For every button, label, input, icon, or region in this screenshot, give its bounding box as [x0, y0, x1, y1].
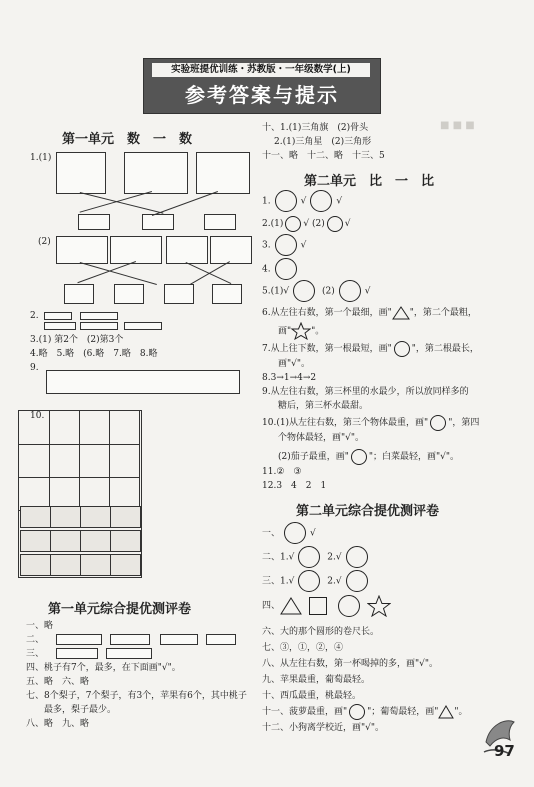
u2-q5-label: 5.(1)	[262, 286, 284, 297]
answer-circle	[339, 280, 361, 302]
bead-box	[56, 634, 102, 645]
u2-q3-label: 3.	[262, 240, 271, 251]
fruit-cell	[110, 530, 141, 552]
review2-item-7: 七、③，①，②，④	[262, 643, 344, 653]
answer-circle	[285, 216, 301, 232]
review2-item-1	[262, 522, 316, 545]
bead-box	[56, 648, 98, 659]
picture-box-3	[196, 152, 250, 194]
review1-item-7b: 最多，梨子最少。	[44, 705, 117, 715]
review2-item-6: 六、大的那个圆形的卷尺长。	[262, 627, 380, 637]
review2-item-10: 十、西瓜最重，桃最轻。	[262, 691, 362, 701]
dot-card-3	[204, 214, 236, 230]
grid-cell	[79, 444, 110, 478]
u2-q10-line1	[262, 414, 479, 432]
answer-circle	[298, 546, 320, 568]
u2-q6-line2	[278, 322, 324, 341]
u2-q7a-text: 7.从上往下数，第一根最短，画"	[262, 344, 392, 354]
match-line	[152, 191, 218, 216]
u2-q9-line1: 9.从左往右数，第三杯里的水最少，所以放同样多的	[262, 387, 469, 397]
u2-q4	[262, 258, 301, 281]
review2-item-4	[262, 594, 391, 618]
u2-q10d-text: (2)茄子最重，画"	[278, 452, 349, 462]
triangle-shape	[280, 597, 302, 615]
fruit-cell	[50, 554, 81, 576]
tick-mark: √	[288, 576, 295, 587]
star-shape	[291, 322, 311, 340]
review2-2-label: 二、1.	[262, 552, 289, 563]
picture-box-7	[210, 236, 252, 264]
u2-q7b-text: "，第二根最长，	[411, 344, 479, 354]
answer-circle	[293, 280, 315, 302]
u2-q1	[262, 190, 342, 213]
review2-item-3	[262, 570, 372, 593]
dot-card-7	[212, 284, 242, 304]
tick-mark: √	[310, 528, 316, 539]
u2-q11: 11.② ③	[262, 467, 302, 477]
review1-item-5: 五、略 六、略	[26, 677, 90, 687]
bead-row	[44, 312, 72, 320]
review2-1-label: 一、	[262, 528, 281, 539]
answer-circle	[394, 341, 410, 357]
triangle-shape	[438, 705, 454, 719]
tick-mark: √	[364, 286, 371, 297]
header-banner	[143, 58, 381, 114]
u2-q2	[262, 214, 350, 234]
u2-q9-line2: 糖后，第三杯水最甜。	[278, 401, 369, 411]
match-line	[80, 262, 157, 285]
tick-mark: √	[288, 552, 295, 563]
tick-mark: √	[335, 576, 342, 587]
dot-card-2	[142, 214, 174, 230]
review2-2b-label: 2.	[327, 552, 336, 563]
u2-q10-line3	[278, 448, 459, 466]
review2-item-8: 八、从左往右数，第一杯喝掉的多，画"√"。	[262, 659, 439, 669]
grid-cell	[109, 444, 140, 478]
u2-q5b-label: (2)	[321, 286, 335, 297]
review2-3-label: 三、1.	[262, 576, 289, 587]
unit1-title: 第一单元 数 一 数	[62, 132, 193, 147]
review1-title: 第一单元综合提优测评卷	[48, 602, 192, 617]
page-title: 参考答案与提示	[185, 83, 339, 107]
dot-card-6	[164, 284, 194, 304]
grid-cell	[79, 411, 110, 445]
grid-cell	[109, 411, 140, 445]
dot-card-4	[64, 284, 94, 304]
u2-q8: 8.3→1→4→2	[262, 373, 317, 383]
dot-card-5	[114, 284, 144, 304]
tick-mark: √	[336, 196, 343, 207]
answer-circle	[275, 258, 297, 280]
review1-item-1: 一、略	[26, 621, 54, 631]
picture-box-4	[56, 236, 108, 264]
bead-row	[44, 322, 76, 330]
answer-circle	[284, 522, 306, 544]
bead-box	[110, 634, 150, 645]
bead-box	[206, 634, 236, 645]
fruit-cell	[80, 554, 111, 576]
review2-11b-text: "；葡萄最轻，画"	[367, 707, 439, 717]
bead-row	[80, 312, 118, 320]
bleed-through: ■ ■ ■	[440, 120, 475, 131]
review2-title: 第二单元综合提优测评卷	[296, 504, 440, 519]
fruit-cell	[80, 506, 111, 528]
picture-box-2	[124, 152, 188, 194]
answer-circle	[275, 234, 297, 256]
u2-q6b-text: "，第二个最粗，	[409, 308, 477, 318]
review1-item-7a: 七、8个梨子，7个梨子，有3个，苹果有6个，其中桃子	[26, 691, 247, 701]
u2-q10a-text: 10.(1)从左往右数，第三个物体最重，画"	[262, 418, 429, 428]
q3-answer: 3.(1) 第2个 (2)第3个	[30, 335, 124, 345]
answer-circle	[275, 190, 297, 212]
u2-q10-line2: 个物体最轻，画"√"。	[278, 433, 365, 443]
u2-q6c-text: 画"	[278, 326, 292, 337]
answer-10a: 十、1.(1)三角旗 (2)骨头	[262, 123, 369, 133]
answer-circle	[310, 190, 332, 212]
u2-q3	[262, 234, 306, 257]
q1-sub2-label: (2)	[38, 237, 51, 247]
answer-11-13: 十一、略 十二、略 十三、5	[262, 151, 385, 161]
bead-box	[106, 648, 152, 659]
tick-mark: √	[303, 219, 310, 229]
answer-circle	[346, 546, 368, 568]
fruit-cell	[20, 530, 51, 552]
review2-11c-text: "。	[454, 707, 468, 717]
triangle-shape	[392, 306, 410, 320]
fruit-cell	[110, 506, 141, 528]
grid-cell	[19, 444, 50, 478]
u2-q10e-text: "；白菜最轻，画"√"。	[368, 452, 460, 462]
picture-strip	[46, 370, 240, 394]
answer-circle	[349, 704, 365, 720]
tick-mark: √	[344, 219, 351, 229]
u2-q6a-text: 6.从左往右数，第一个最细，画"	[262, 308, 392, 318]
answer-10b: 2.(1)三角星 (2)三角形	[274, 137, 372, 147]
fruit-cell	[110, 554, 141, 576]
review1-item-8: 八、略 九、略	[26, 719, 90, 729]
picture-box-5	[110, 236, 162, 264]
tick-mark: √	[283, 286, 290, 297]
review1-item-3: 三、	[26, 649, 45, 659]
u2-q4-label: 4.	[262, 264, 271, 275]
unit2-title: 第二单元 比 一 比	[304, 174, 435, 189]
grid-cell	[49, 444, 80, 478]
review2-3b-label: 2.	[327, 576, 336, 587]
u2-q6d-text: "。	[311, 326, 325, 337]
u2-q7-line2: 画"√"。	[278, 359, 311, 369]
dice-grid	[18, 410, 142, 578]
u2-q12: 12.3 4 2 1	[262, 481, 327, 491]
answer-circle	[338, 595, 360, 617]
q10-label: 10.	[30, 411, 45, 421]
review2-item-9: 九、苹果最重，葡萄最轻。	[262, 675, 371, 685]
tick-mark: √	[300, 196, 307, 207]
bead-box	[160, 634, 198, 645]
bead-row	[80, 322, 118, 330]
q4-8-answers: 4.略 5.略 (6.略 7.略 8.略	[30, 349, 158, 359]
review2-11a-text: 十一、菠萝最重，画"	[262, 707, 348, 717]
fruit-cell	[50, 506, 81, 528]
fruit-cell	[20, 554, 51, 576]
answer-circle	[346, 570, 368, 592]
series-title: 实验班提优训练・苏教版・一年级数学(上)	[152, 63, 370, 77]
page-number: 97	[494, 742, 515, 760]
review2-item-11	[262, 702, 468, 722]
u2-q1-label: 1.	[262, 196, 271, 207]
u2-q6-line1	[262, 304, 477, 322]
tick-mark: √	[300, 240, 307, 251]
square-shape	[309, 597, 327, 615]
dot-card-1	[78, 214, 110, 230]
q9-label: 9.	[30, 363, 39, 373]
picture-box-6	[166, 236, 208, 264]
picture-box-1	[56, 152, 106, 194]
bead-row	[124, 322, 162, 330]
answer-circle	[430, 415, 446, 431]
grid-cell	[19, 411, 50, 445]
u2-q7-line1	[262, 340, 479, 358]
q2-label: 2.	[30, 311, 39, 321]
answer-circle	[298, 570, 320, 592]
star-shape	[367, 595, 391, 617]
review1-item-2: 二、	[26, 635, 45, 645]
answer-circle	[327, 216, 343, 232]
review2-item-12: 十二、小狗离学校近，画"√"。	[262, 723, 385, 733]
review1-item-4: 四、桃子有7个，最多，在下面画"√"。	[26, 663, 181, 673]
fruit-cell	[80, 530, 111, 552]
review2-4-label: 四、	[262, 601, 281, 611]
u2-q2-label: 2.(1)	[262, 219, 284, 229]
q1-label: 1.(1)	[30, 153, 52, 163]
tick-mark: √	[335, 552, 342, 563]
grid-cell	[49, 411, 80, 445]
review2-item-2	[262, 546, 372, 569]
answer-circle	[351, 449, 367, 465]
match-line	[80, 192, 164, 214]
fruit-cell	[50, 530, 81, 552]
fruit-cell	[20, 506, 51, 528]
u2-q10b-text: "，第四	[448, 418, 480, 428]
u2-q5	[262, 280, 370, 303]
u2-q2b-label: (2)	[311, 219, 325, 229]
